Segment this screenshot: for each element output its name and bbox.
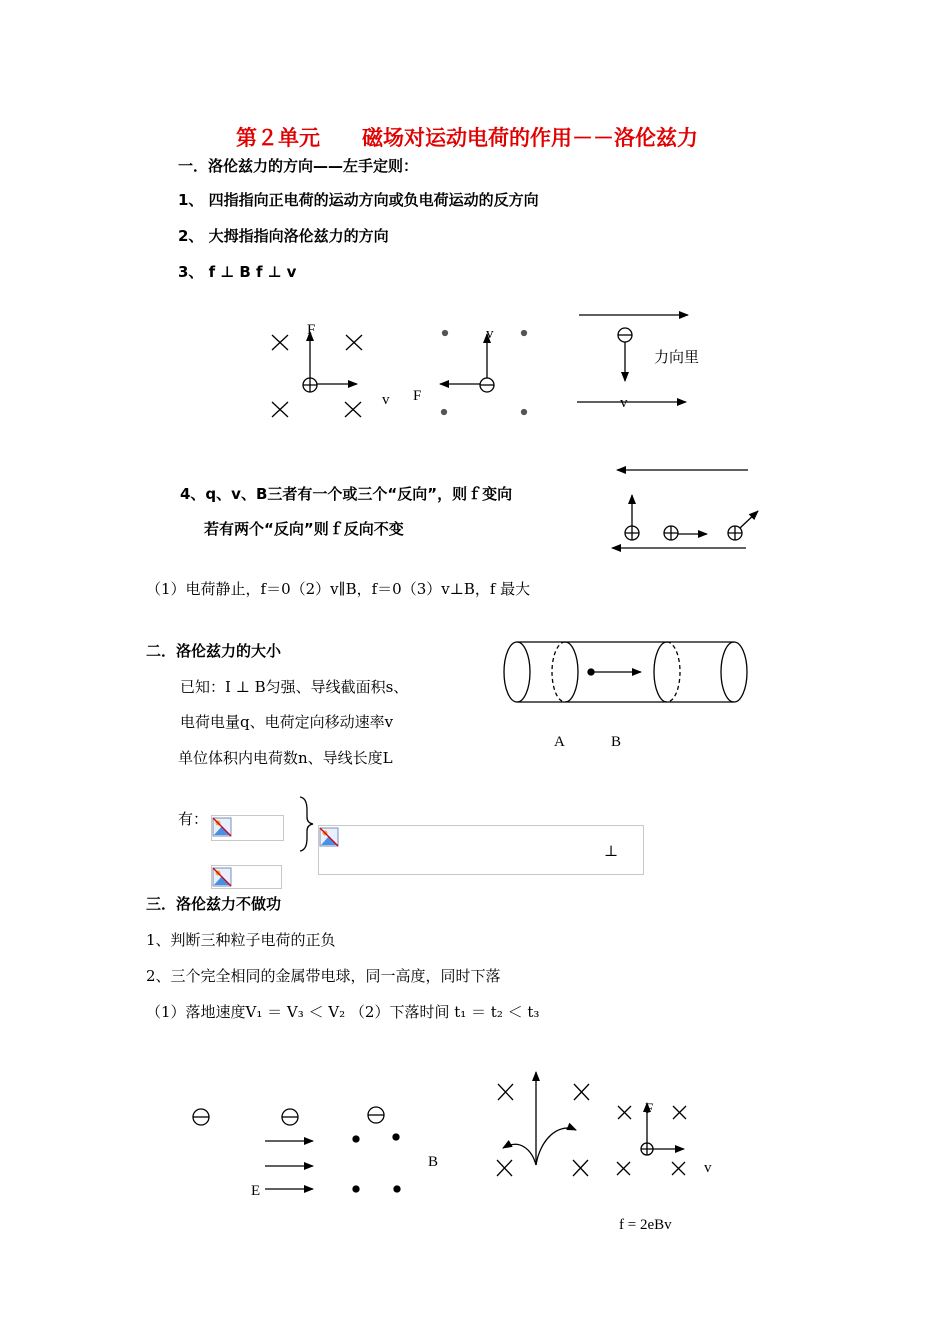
- charge-dot-icon: [588, 669, 594, 675]
- dot-icon: [394, 1186, 400, 1192]
- diagram-4: [193, 1107, 400, 1192]
- section3-heading: 三．洛伦兹力不做功: [146, 895, 282, 913]
- velocity-arrow: [740, 511, 758, 528]
- section1-item-4: 4、q、v、B三者有一个或三个“反向”，则ｆ变向: [180, 485, 513, 503]
- cross-icon: [498, 1084, 513, 1100]
- dot-icon: [522, 410, 527, 415]
- diagram5-formula: f = 2eBv: [619, 1217, 672, 1233]
- diagram3-label-force: 力向里: [654, 350, 700, 366]
- dot-icon: [522, 331, 527, 336]
- diagram5-label-v: v: [704, 1160, 712, 1176]
- dot-icon: [442, 410, 447, 415]
- diagram-1: [272, 332, 362, 417]
- dot-icon: [353, 1186, 359, 1192]
- cross-icon: [618, 1106, 631, 1119]
- diagram2-label-v: v: [486, 326, 494, 342]
- broken-image-icon: [213, 818, 231, 836]
- cross-icon: [673, 1106, 686, 1119]
- dot-icon: [353, 1136, 359, 1142]
- diagram4-label-b: B: [428, 1154, 439, 1170]
- trajectory-curve-right: [536, 1128, 576, 1165]
- cross-icon: [272, 335, 288, 350]
- cross-icon: [574, 1084, 589, 1100]
- wire-cylinder: [504, 642, 747, 702]
- page-title: 第２单元 磁场对运动电荷的作用－－洛伦兹力: [236, 126, 698, 150]
- cylinder-label-b: B: [611, 734, 622, 750]
- cylinder-label-a: A: [554, 734, 565, 750]
- perpendicular-symbol: ⊥: [604, 842, 619, 860]
- diagram1-label-v: v: [382, 392, 390, 408]
- diagram1-label-f: F: [307, 322, 316, 338]
- trajectory-curve-left: [503, 1144, 536, 1165]
- cross-icon: [573, 1160, 588, 1176]
- diagram-5: [497, 1072, 589, 1176]
- section3-item-3: （1）落地速度V₁ ＝ V₃ ＜ V₂ （2）下落时间 t₁ ＝ t₂ ＜ t₃: [146, 1003, 540, 1021]
- section2-known-3: 单位体积内电荷数n、导线长度L: [178, 749, 393, 767]
- broken-image-icon: [213, 868, 231, 886]
- diagram4-label-e: E: [251, 1183, 261, 1199]
- diagram-2: [440, 331, 527, 415]
- dot-icon: [443, 331, 448, 336]
- section3-item-2: 2、三个完全相同的金属带电球，同一高度，同时下落: [146, 967, 501, 985]
- formula-brace: [300, 797, 313, 851]
- diagram5-label-f: F: [645, 1101, 654, 1117]
- diagram-item4: [612, 470, 758, 548]
- section2-have: 有：: [178, 810, 209, 828]
- cross-icon: [345, 402, 361, 417]
- section1-item-3: 3、 f ⊥ B f ⊥ v: [178, 263, 297, 281]
- cross-icon: [346, 335, 362, 350]
- broken-image-icon: [320, 828, 338, 846]
- section1-item-1: 1、 四指指向正电荷的运动方向或负电荷运动的反方向: [178, 191, 539, 209]
- section2-known-2: 电荷电量q、电荷定向移动速率v: [180, 713, 394, 731]
- section2-heading: 二．洛伦兹力的大小: [146, 642, 282, 660]
- section1-note: （1）电荷静止，f＝0（2）v∥B，f＝0（3）v⊥B，f 最大: [146, 580, 531, 598]
- section3-item-1: 1、判断三种粒子电荷的正负: [146, 931, 336, 949]
- section1-item-2: 2、 大拇指指向洛伦兹力的方向: [178, 227, 389, 245]
- cross-icon: [617, 1162, 630, 1175]
- section2-known-1: 已知：I ⊥ B匀强、导线截面积s、: [180, 678, 409, 696]
- diagram2-label-f: F: [413, 388, 422, 404]
- cross-icon: [497, 1160, 512, 1176]
- dot-icon: [393, 1134, 399, 1140]
- section1-heading: 一．洛伦兹力的方向——左手定则：: [178, 157, 419, 175]
- diagram3-label-v: v: [620, 395, 628, 411]
- section1-item-4b: 若有两个“反向”则ｆ反向不变: [204, 520, 404, 538]
- cross-icon: [672, 1162, 685, 1175]
- cross-icon: [272, 402, 288, 417]
